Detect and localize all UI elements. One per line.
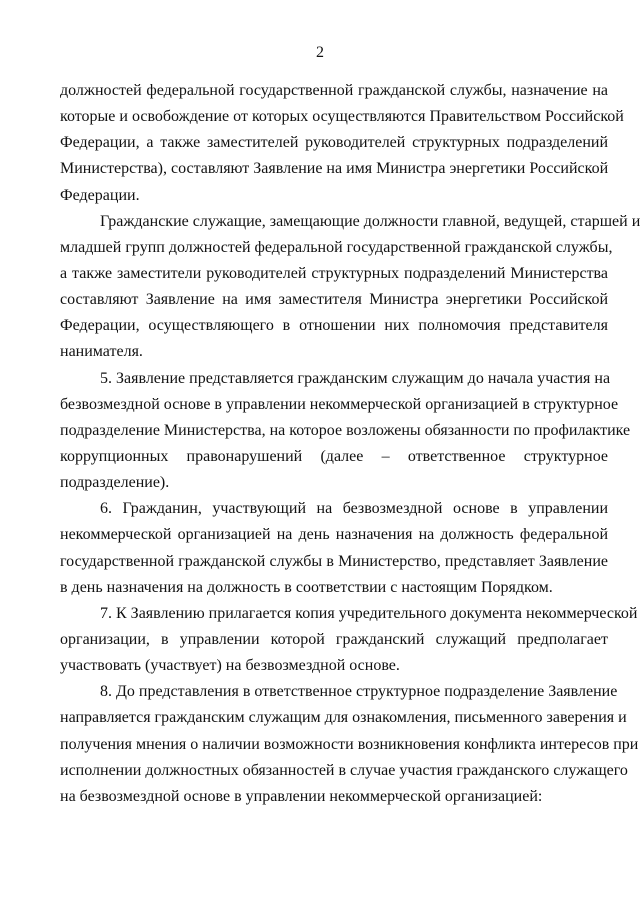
text-line: коррупционных правонарушений (далее – ответственное структурное (60, 447, 608, 465)
text-line: исполнении должностных обязанностей в случае участия гражданского служащего (60, 761, 628, 779)
page-number: 2 (316, 44, 324, 61)
paragraph (60, 601, 638, 679)
paragraph (60, 496, 608, 601)
text-line: нанимателя. (60, 343, 143, 361)
text-line: которые и освобождение от которых осуществляются Правительством Российской (60, 108, 624, 126)
text-line: подразделение Министерства, на которое возложены обязанности по профилактике (60, 421, 631, 439)
text-line: Федерации, а также заместителей руководителей структурных подразделений (60, 134, 608, 152)
text-line: на безвозмездной основе в управлении некоммерческой организацией: (60, 787, 543, 805)
document-body (60, 78, 640, 810)
text-line: Федерации, осуществляющего в отношении них полномочия представителя (60, 317, 608, 335)
text-line: 7. К Заявлению прилагается копия учредительного документа некоммерческой (100, 604, 638, 622)
text-line: в день назначения на должность в соответствии с настоящим Порядком. (60, 578, 553, 596)
text-line: должностей федеральной государственной гражданской службы, назначение на (60, 82, 608, 99)
paragraph (60, 209, 640, 366)
text-line: 5. Заявление представляется гражданским служащим до начала участия на (100, 369, 611, 387)
text-line: младшей групп должностей федеральной государственной гражданской службы, (60, 238, 613, 256)
text-line: составляют Заявление на имя заместителя Министра энергетики Российской (60, 291, 608, 309)
text-line: участвовать (участвует) на безвозмездной основе. (60, 657, 400, 675)
text-line: получения мнения о наличии возможности возникновения конфликта интересов при (60, 735, 639, 753)
text-line: Министерства), составляют Заявление на имя Министра энергетики Российской (60, 160, 609, 178)
paragraph (60, 78, 624, 209)
text-line: 6. Гражданин, участвующий на безвозмездной основе в управлении (100, 500, 608, 518)
text-line: подразделение). (60, 474, 170, 492)
text-line: некоммерческой организацией на день назначения на должность федеральной (60, 526, 608, 544)
text-line: 8. До представления в ответственное структурное подразделение Заявление (100, 683, 618, 701)
text-line: организации, в управлении которой гражданский служащий предполагает (60, 630, 608, 648)
text-line: Гражданские служащие, замещающие должности главной, ведущей, старшей и (100, 212, 640, 230)
text-line: государственной гражданской службы в Министерство, представляет Заявление (60, 552, 608, 570)
paragraph (60, 366, 631, 497)
text-line: направляется гражданским служащим для ознакомления, письменного заверения и (60, 709, 627, 727)
text-line: а также заместители руководителей структурных подразделений Министерства (60, 264, 608, 282)
text-line: безвозмездной основе в управлении некоммерческой организацией в структурное (60, 395, 619, 413)
paragraph (60, 679, 639, 810)
text-line: Федерации. (60, 186, 140, 204)
